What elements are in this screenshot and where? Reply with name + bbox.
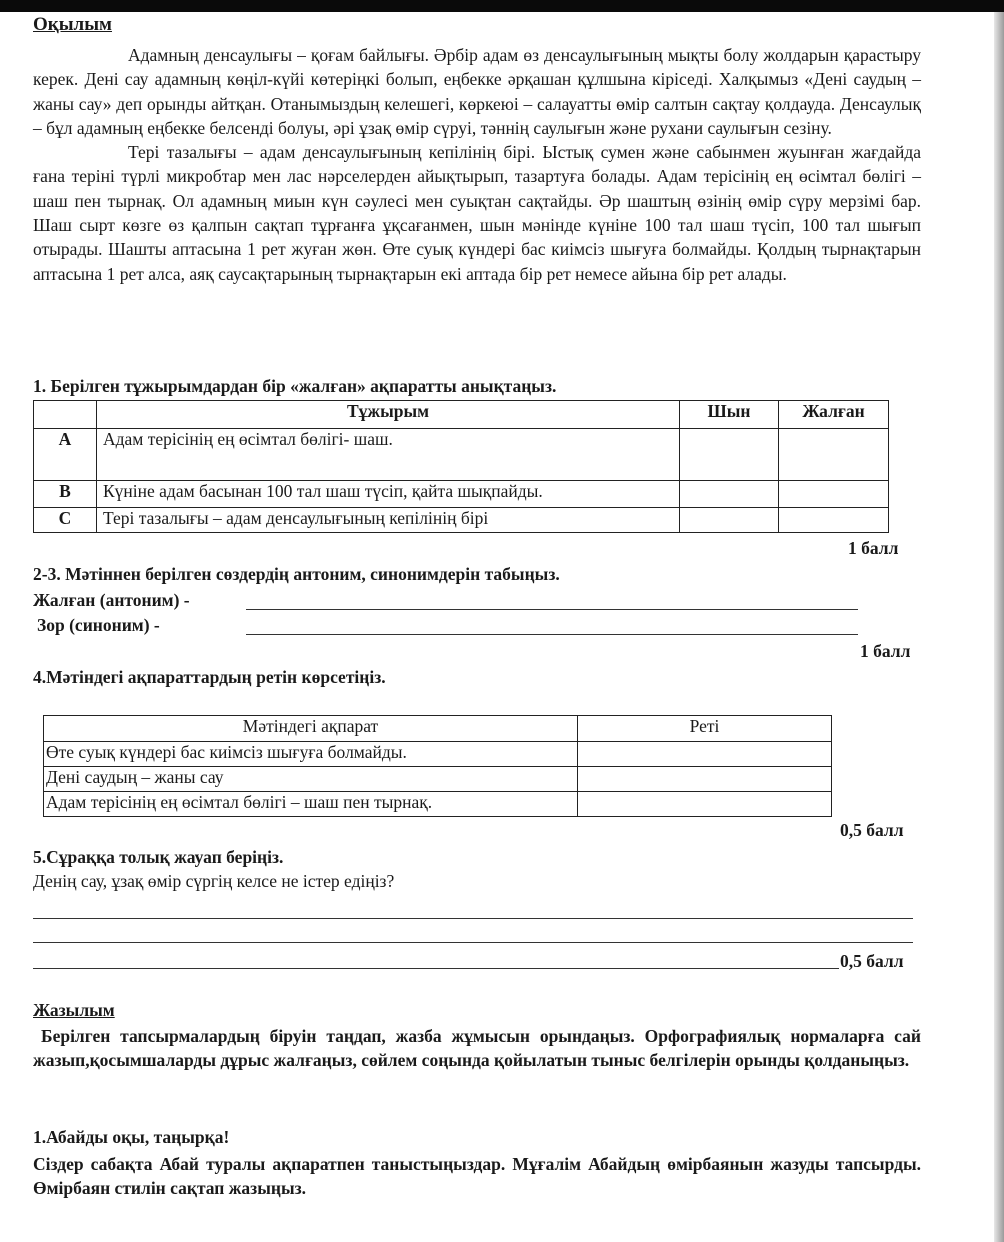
- false-cell[interactable]: [779, 508, 889, 533]
- q23-heading: 2-3. Мәтіннен берілген сөздердің антоним, синонимдерін табыңыз.: [33, 564, 560, 584]
- answer-line[interactable]: [33, 942, 913, 943]
- row-statement: Тері тазалығы – адам денсаулығының кепілінің бірі: [97, 508, 680, 533]
- antonym-answer-line[interactable]: [246, 609, 858, 610]
- q1-header-false: Жалған: [779, 401, 889, 429]
- table-row: [44, 767, 832, 792]
- reading-text: [33, 43, 921, 286]
- q5-question: Денің сау, ұзақ өмір сүргің келсе не істер едіңіз?: [33, 871, 395, 891]
- synonym-label: Зор (синоним) -: [37, 615, 160, 635]
- row-letter: C: [34, 508, 97, 533]
- answer-line[interactable]: [33, 918, 913, 919]
- q1-score: 1 балл: [848, 538, 899, 558]
- table-row: [44, 742, 832, 767]
- true-cell[interactable]: [680, 481, 779, 508]
- q1-header-true: Шын: [680, 401, 779, 429]
- table-row: [34, 481, 889, 508]
- writing-instructions: Берілген тапсырмалардың біруін таңдап, жазба жұмысын орындаңыз. Орфографиялық нормаларға сай жазып,қосымшаларды дұрыс жалғаңыз, сөйлем соңында қойылатын тыныс белгілерін орынды қолданыңыз.: [33, 1026, 921, 1071]
- q1-heading: 1. Берілген тұжырымдардан бір «жалған» ақпаратты анықтаңыз.: [33, 376, 557, 396]
- reading-title: Оқылым: [33, 14, 112, 35]
- order-cell[interactable]: [578, 767, 832, 792]
- false-cell[interactable]: [779, 429, 889, 481]
- table-row: [34, 508, 889, 533]
- reading-paragraph-1: Адамның денсаулығы – қоғам байлығы. Әрбір адам өз денсаулығының мықты болу жолдарын қарастыру керек. Дені сау адамның көңіл-күйі көтеріңкі болып, еңбекке әрқашан құлшына кіріседі. Халқымыз «Дені саудың – жаны сау» деп орынды айтқан. Отанымыздың келешегі, көркеюі – салауатты өмір салтын сақтау қолдауда. Денсаулық – бұл адамның еңбекке белсенді болуы, әрі ұзақ өмір сүруі, тәннің саулығын және рухани саулығын сезіну.: [33, 45, 921, 138]
- row-statement: Күніне адам басынан 100 тал шаш түсіп, қайта шықпайды.: [97, 481, 680, 508]
- q4-header-info: Мәтіндегі ақпарат: [44, 716, 578, 742]
- q1-header-letter: [34, 401, 97, 429]
- true-cell[interactable]: [680, 429, 779, 481]
- reading-paragraph-2: Тері тазалығы – адам денсаулығының кепілінің бірі. Ыстық сумен және сабынмен жуынған жағдайда ғана теріні түрлі микробтар мен лас нәрселерден айықтырып, тазартуға болады. Адам терісінің ең өсімтал бөлігі – шаш пен тырнақ. Ол адамның миын күн сәулесі мен суықтан сақтайды. Әр шаштың өзінің өмір сүру мерзімі бар. Шаш сырт көзге өз қалпын сақтап тұрғанға ұқсағанмен, шын мәнінде күніне 100 тал шаш түсіп, 100 тал шығып отырады. Шашты аптасына 1 рет жуған жөн. Өте суық күндері бас киімсіз шығуға болмайды. Қолдың тырнақтарын аптасына 1 рет алса, аяқ саусақтарының тырнақтарын екі аптада бір рет немесе айына бір рет алады.: [33, 142, 921, 284]
- writing-task-text: Сіздер сабақта Абай туралы ақпаратпен таныстыңыздар. Мұғалім Абайдың өмірбаянын жазуды тапсырды. Өмірбаян стилін сақтап жазыңыз.: [33, 1154, 921, 1199]
- q5-heading: 5.Сұраққа толық жауап беріңіз.: [33, 847, 284, 867]
- q1-table: [33, 400, 889, 533]
- order-cell[interactable]: [578, 792, 832, 817]
- q23-score: 1 балл: [860, 641, 911, 661]
- row-letter: A: [34, 429, 97, 481]
- antonym-label: Жалған (антоним) -: [33, 590, 190, 610]
- q4-score: 0,5 балл: [840, 820, 904, 840]
- row-statement: Адам терісінің ең өсімтал бөлігі- шаш.: [97, 429, 680, 481]
- q4-table: [43, 715, 832, 817]
- q1-header-statement: Тұжырым: [97, 401, 680, 429]
- answer-line[interactable]: [33, 968, 839, 969]
- order-cell[interactable]: [578, 742, 832, 767]
- q4-header-order: Реті: [578, 716, 832, 742]
- table-row: [34, 429, 889, 481]
- top-bar: [0, 0, 1004, 12]
- true-cell[interactable]: [680, 508, 779, 533]
- q4-heading: 4.Мәтіндегі ақпараттардың ретін көрсетіңіз.: [33, 667, 386, 687]
- q5-score: 0,5 балл: [840, 951, 904, 971]
- info-cell: Өте суық күндері бас киімсіз шығуға болмайды.: [44, 742, 578, 767]
- synonym-answer-line[interactable]: [246, 634, 858, 635]
- info-cell: Адам терісінің ең өсімтал бөлігі – шаш пен тырнақ.: [44, 792, 578, 817]
- info-cell: Дені саудың – жаны сау: [44, 767, 578, 792]
- false-cell[interactable]: [779, 481, 889, 508]
- table-row: [44, 792, 832, 817]
- writing-task-title: 1.Абайды оқы, таңырқа!: [33, 1127, 230, 1147]
- page-edge: [994, 12, 1004, 1242]
- writing-title: Жазылым: [33, 1000, 115, 1020]
- row-letter: B: [34, 481, 97, 508]
